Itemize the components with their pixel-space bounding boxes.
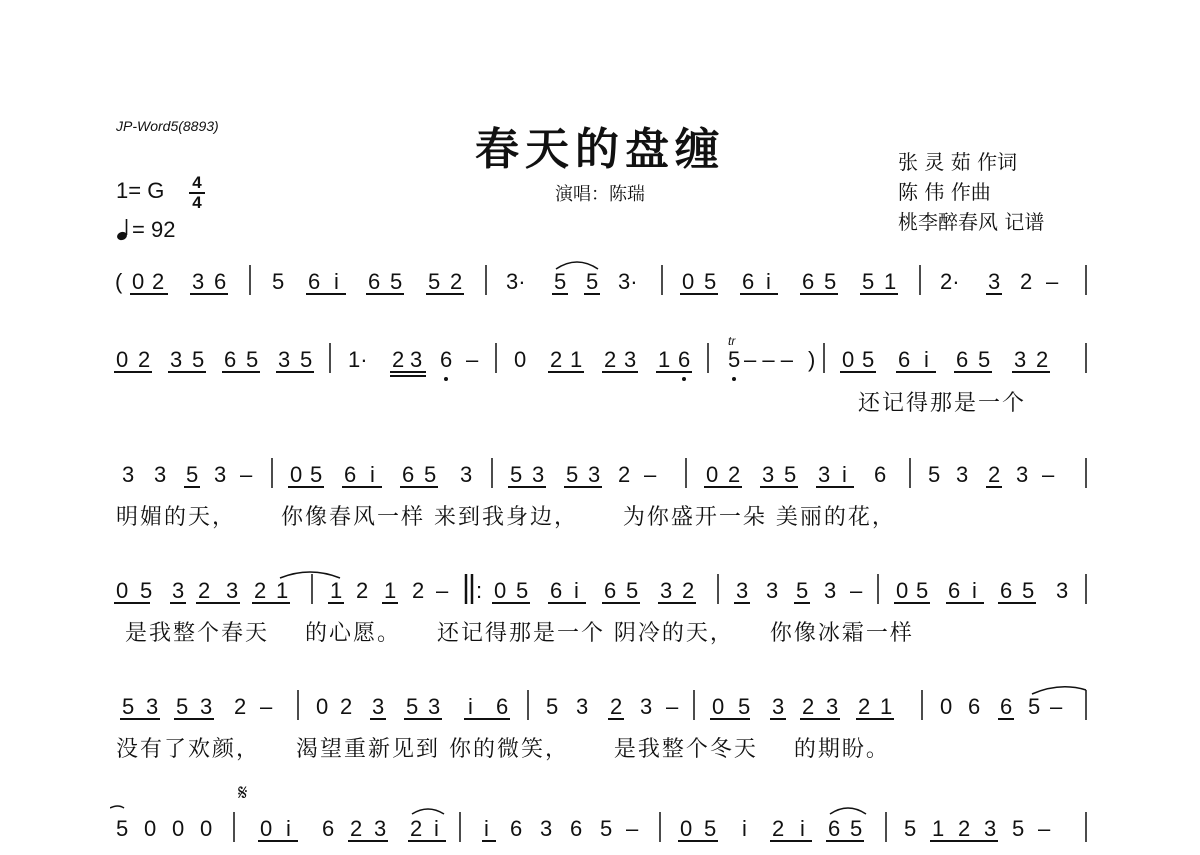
lyrics-line-4: 没有了欢颜， 渴望重新见到 你的微笑， 是我整个冬天 的期盼。 <box>116 737 890 762</box>
svg-text:3: 3 <box>988 269 1001 294</box>
svg-text:3: 3 <box>146 694 159 719</box>
svg-text:0: 0 <box>842 347 855 372</box>
svg-text:6: 6 <box>968 694 981 719</box>
svg-text:–: – <box>666 694 679 719</box>
svg-text:6: 6 <box>678 347 691 372</box>
svg-text:2: 2 <box>1020 269 1033 294</box>
svg-text:6: 6 <box>308 269 321 294</box>
svg-text:5: 5 <box>738 694 751 719</box>
svg-text:–: – <box>260 694 273 719</box>
svg-text:i: i <box>742 816 747 841</box>
svg-text:6: 6 <box>1000 694 1013 719</box>
svg-text:5: 5 <box>554 269 567 294</box>
svg-text:0: 0 <box>172 816 185 841</box>
svg-text:3: 3 <box>372 694 385 719</box>
svg-text:3: 3 <box>226 578 239 603</box>
svg-text:0: 0 <box>260 816 273 841</box>
composer-credit: 陈 伟 作曲 <box>898 180 991 204</box>
system-4-notation <box>110 568 1090 618</box>
svg-text:0: 0 <box>200 816 213 841</box>
svg-text:6: 6 <box>948 578 961 603</box>
svg-text:3: 3 <box>818 462 831 487</box>
svg-text:5: 5 <box>796 578 809 603</box>
svg-text:2: 2 <box>234 694 247 719</box>
svg-text:2: 2 <box>610 694 623 719</box>
svg-text:0: 0 <box>494 578 507 603</box>
system-5-notation <box>110 684 1090 734</box>
time-signature-top: 4 <box>192 173 202 192</box>
svg-text:0: 0 <box>144 816 157 841</box>
svg-text:3: 3 <box>200 694 213 719</box>
svg-text:–: – <box>644 462 657 487</box>
svg-text:5: 5 <box>824 269 837 294</box>
tempo-marking <box>116 217 175 243</box>
svg-text:3: 3 <box>640 694 653 719</box>
system-3-notation <box>110 452 1090 502</box>
svg-text:5: 5 <box>516 578 529 603</box>
transcriber-credit: 桃李醉春风 记谱 <box>898 210 1045 234</box>
svg-text:3: 3 <box>172 578 185 603</box>
svg-text:3: 3 <box>576 694 589 719</box>
svg-text:1: 1 <box>330 578 343 603</box>
singer-label: 演唱：陈瑞 <box>555 184 645 205</box>
svg-text:3: 3 <box>736 578 749 603</box>
svg-text:i: i <box>468 694 473 719</box>
svg-text:5: 5 <box>140 578 153 603</box>
svg-text:6: 6 <box>368 269 381 294</box>
svg-text:0: 0 <box>514 347 527 372</box>
svg-text:5: 5 <box>586 269 599 294</box>
lyrics-line-1: 还记得那是一个 <box>858 391 1027 416</box>
svg-text:i: i <box>924 347 929 372</box>
svg-text:0: 0 <box>116 578 129 603</box>
svg-text:0: 0 <box>680 816 693 841</box>
svg-text:2: 2 <box>858 694 871 719</box>
svg-text:3: 3 <box>122 462 135 487</box>
svg-text:3: 3 <box>532 462 545 487</box>
svg-text:i: i <box>972 578 977 603</box>
svg-text:–: – <box>626 816 639 841</box>
svg-text:i: i <box>286 816 291 841</box>
svg-text:2: 2 <box>1036 347 1049 372</box>
svg-text:2: 2 <box>604 347 617 372</box>
svg-text:3: 3 <box>410 347 423 372</box>
svg-text:3: 3 <box>660 578 673 603</box>
svg-text:–: – <box>1046 269 1059 294</box>
svg-text:5: 5 <box>186 462 199 487</box>
svg-text:–: – <box>466 347 479 372</box>
svg-text:i: i <box>370 462 375 487</box>
svg-text:2: 2 <box>772 816 785 841</box>
svg-text:0: 0 <box>940 694 953 719</box>
time-signature <box>189 175 205 211</box>
svg-text:5: 5 <box>704 816 717 841</box>
svg-text:5: 5 <box>904 816 917 841</box>
svg-text:i: i <box>334 269 339 294</box>
svg-text:2: 2 <box>340 694 353 719</box>
svg-text:1: 1 <box>880 694 893 719</box>
svg-text:3: 3 <box>766 578 779 603</box>
svg-text:5: 5 <box>116 816 129 841</box>
svg-text:0: 0 <box>316 694 329 719</box>
svg-text:5: 5 <box>862 347 875 372</box>
svg-text:1: 1 <box>932 816 945 841</box>
svg-text:2: 2 <box>350 816 363 841</box>
svg-text:5: 5 <box>246 347 259 372</box>
svg-text:3: 3 <box>826 694 839 719</box>
svg-text:6: 6 <box>742 269 755 294</box>
svg-text:3: 3 <box>460 462 473 487</box>
svg-text:1: 1 <box>384 578 397 603</box>
svg-text:3: 3 <box>824 578 837 603</box>
svg-text:tr: tr <box>728 335 736 348</box>
svg-text:0: 0 <box>116 347 129 372</box>
time-signature-bottom: 4 <box>192 193 202 212</box>
segno-icon: 𝄋 <box>238 780 248 805</box>
svg-text:2: 2 <box>392 347 405 372</box>
svg-text:2: 2 <box>988 462 1001 487</box>
svg-text:2: 2 <box>412 578 425 603</box>
svg-text:5: 5 <box>310 462 323 487</box>
svg-text:6: 6 <box>898 347 911 372</box>
svg-text:–: – <box>1050 694 1063 719</box>
svg-text:5: 5 <box>406 694 419 719</box>
svg-text:2: 2 <box>550 347 563 372</box>
svg-text:i: i <box>800 816 805 841</box>
svg-text:5: 5 <box>192 347 205 372</box>
svg-text:1: 1 <box>884 269 897 294</box>
svg-text:3: 3 <box>762 462 775 487</box>
svg-text:3: 3 <box>984 816 997 841</box>
song-title: 春天的盘缠 <box>475 124 725 175</box>
svg-text:6: 6 <box>550 578 563 603</box>
svg-text:–: – <box>850 578 863 603</box>
svg-text:3: 3 <box>956 462 969 487</box>
svg-text:6: 6 <box>440 347 453 372</box>
svg-text:1: 1 <box>570 347 583 372</box>
svg-text:3: 3 <box>170 347 183 372</box>
svg-text:5: 5 <box>704 269 717 294</box>
lyrics-line-3: 是我整个春天 的心愿。 还记得那是一个 阴冷的天， 你像冰霜一样 <box>116 621 914 646</box>
svg-text:5: 5 <box>428 269 441 294</box>
lyrics-line-2: 明媚的天， 你像春风一样 来到我身边， 为你盛开一朵 美丽的花， <box>116 505 896 530</box>
svg-text:–: – <box>240 462 253 487</box>
svg-text:3: 3 <box>214 462 227 487</box>
svg-text:6: 6 <box>570 816 583 841</box>
svg-text:5: 5 <box>626 578 639 603</box>
svg-text:–: – <box>436 578 449 603</box>
svg-text:3: 3 <box>1014 347 1027 372</box>
svg-text:i: i <box>484 816 489 841</box>
svg-text:– – –: – – – <box>744 347 793 372</box>
svg-text:i: i <box>434 816 439 841</box>
svg-text:3: 3 <box>772 694 785 719</box>
svg-text:5: 5 <box>300 347 313 372</box>
svg-text:2: 2 <box>618 462 631 487</box>
svg-text::: : <box>476 578 483 603</box>
svg-text:6: 6 <box>224 347 237 372</box>
svg-text:1: 1 <box>276 578 289 603</box>
svg-text:3: 3 <box>1056 578 1069 603</box>
svg-text:2: 2 <box>138 347 151 372</box>
svg-text:5: 5 <box>510 462 523 487</box>
svg-text:6: 6 <box>214 269 227 294</box>
svg-text:6: 6 <box>402 462 415 487</box>
svg-text:6: 6 <box>604 578 617 603</box>
svg-text:5: 5 <box>850 816 863 841</box>
svg-text:6: 6 <box>510 816 523 841</box>
svg-text:6: 6 <box>802 269 815 294</box>
system-1 <box>110 255 1090 335</box>
svg-text:5: 5 <box>390 269 403 294</box>
svg-text:0: 0 <box>712 694 725 719</box>
svg-text:2: 2 <box>802 694 815 719</box>
svg-text:i: i <box>574 578 579 603</box>
svg-text:5: 5 <box>272 269 285 294</box>
svg-text:3: 3 <box>278 347 291 372</box>
quarter-note-icon <box>116 218 130 242</box>
svg-text:5: 5 <box>566 462 579 487</box>
svg-text:3: 3 <box>428 694 441 719</box>
svg-text:3·: 3· <box>618 269 638 294</box>
svg-text:2: 2 <box>958 816 971 841</box>
svg-text:3·: 3· <box>506 269 526 294</box>
svg-text:3: 3 <box>624 347 637 372</box>
svg-text:5: 5 <box>1022 578 1035 603</box>
svg-text:5: 5 <box>176 694 189 719</box>
svg-text:5: 5 <box>916 578 929 603</box>
svg-text:5: 5 <box>1028 694 1041 719</box>
svg-text:5: 5 <box>122 694 135 719</box>
svg-text:1: 1 <box>658 347 671 372</box>
svg-text:5: 5 <box>1012 816 1025 841</box>
svg-text:5: 5 <box>424 462 437 487</box>
source-label: JP-Word5(8893) <box>116 118 219 134</box>
svg-text:0: 0 <box>896 578 909 603</box>
system-6-notation <box>110 780 1090 850</box>
svg-text:5: 5 <box>928 462 941 487</box>
svg-text:1·: 1· <box>348 347 368 372</box>
svg-text:2: 2 <box>198 578 211 603</box>
svg-text:6: 6 <box>874 462 887 487</box>
system-1-notation <box>110 255 1090 335</box>
svg-text:i: i <box>766 269 771 294</box>
svg-text:3: 3 <box>540 816 553 841</box>
svg-text:–: – <box>1042 462 1055 487</box>
svg-text:): ) <box>808 347 816 372</box>
svg-text:0: 0 <box>132 269 145 294</box>
svg-text:6: 6 <box>344 462 357 487</box>
lyricist-credit: 张 灵 茹 作词 <box>898 150 1018 174</box>
svg-text:5: 5 <box>784 462 797 487</box>
svg-text:6: 6 <box>322 816 335 841</box>
svg-text:3: 3 <box>192 269 205 294</box>
svg-text:3: 3 <box>1016 462 1029 487</box>
svg-text:0: 0 <box>290 462 303 487</box>
svg-text:i: i <box>842 462 847 487</box>
svg-text:2·: 2· <box>940 269 960 294</box>
svg-text:(: ( <box>115 269 123 294</box>
svg-text:5: 5 <box>546 694 559 719</box>
svg-text:6: 6 <box>496 694 509 719</box>
svg-text:3: 3 <box>374 816 387 841</box>
svg-text:0: 0 <box>706 462 719 487</box>
svg-text:–: – <box>1038 816 1051 841</box>
svg-text:2: 2 <box>410 816 423 841</box>
svg-text:3: 3 <box>588 462 601 487</box>
system-6 <box>110 780 1090 850</box>
svg-text:5: 5 <box>728 347 741 372</box>
svg-text:5: 5 <box>862 269 875 294</box>
svg-text:2: 2 <box>152 269 165 294</box>
svg-text:6: 6 <box>1000 578 1013 603</box>
key-signature: 1= G <box>116 178 165 203</box>
tempo-value: = 92 <box>132 217 176 242</box>
svg-text:5: 5 <box>978 347 991 372</box>
svg-text:6: 6 <box>956 347 969 372</box>
svg-text:2: 2 <box>728 462 741 487</box>
svg-text:2: 2 <box>682 578 695 603</box>
svg-text:3: 3 <box>154 462 167 487</box>
svg-text:6: 6 <box>828 816 841 841</box>
svg-text:0: 0 <box>682 269 695 294</box>
svg-text:5: 5 <box>600 816 613 841</box>
svg-text:2: 2 <box>356 578 369 603</box>
svg-text:2: 2 <box>450 269 463 294</box>
svg-text:2: 2 <box>254 578 267 603</box>
